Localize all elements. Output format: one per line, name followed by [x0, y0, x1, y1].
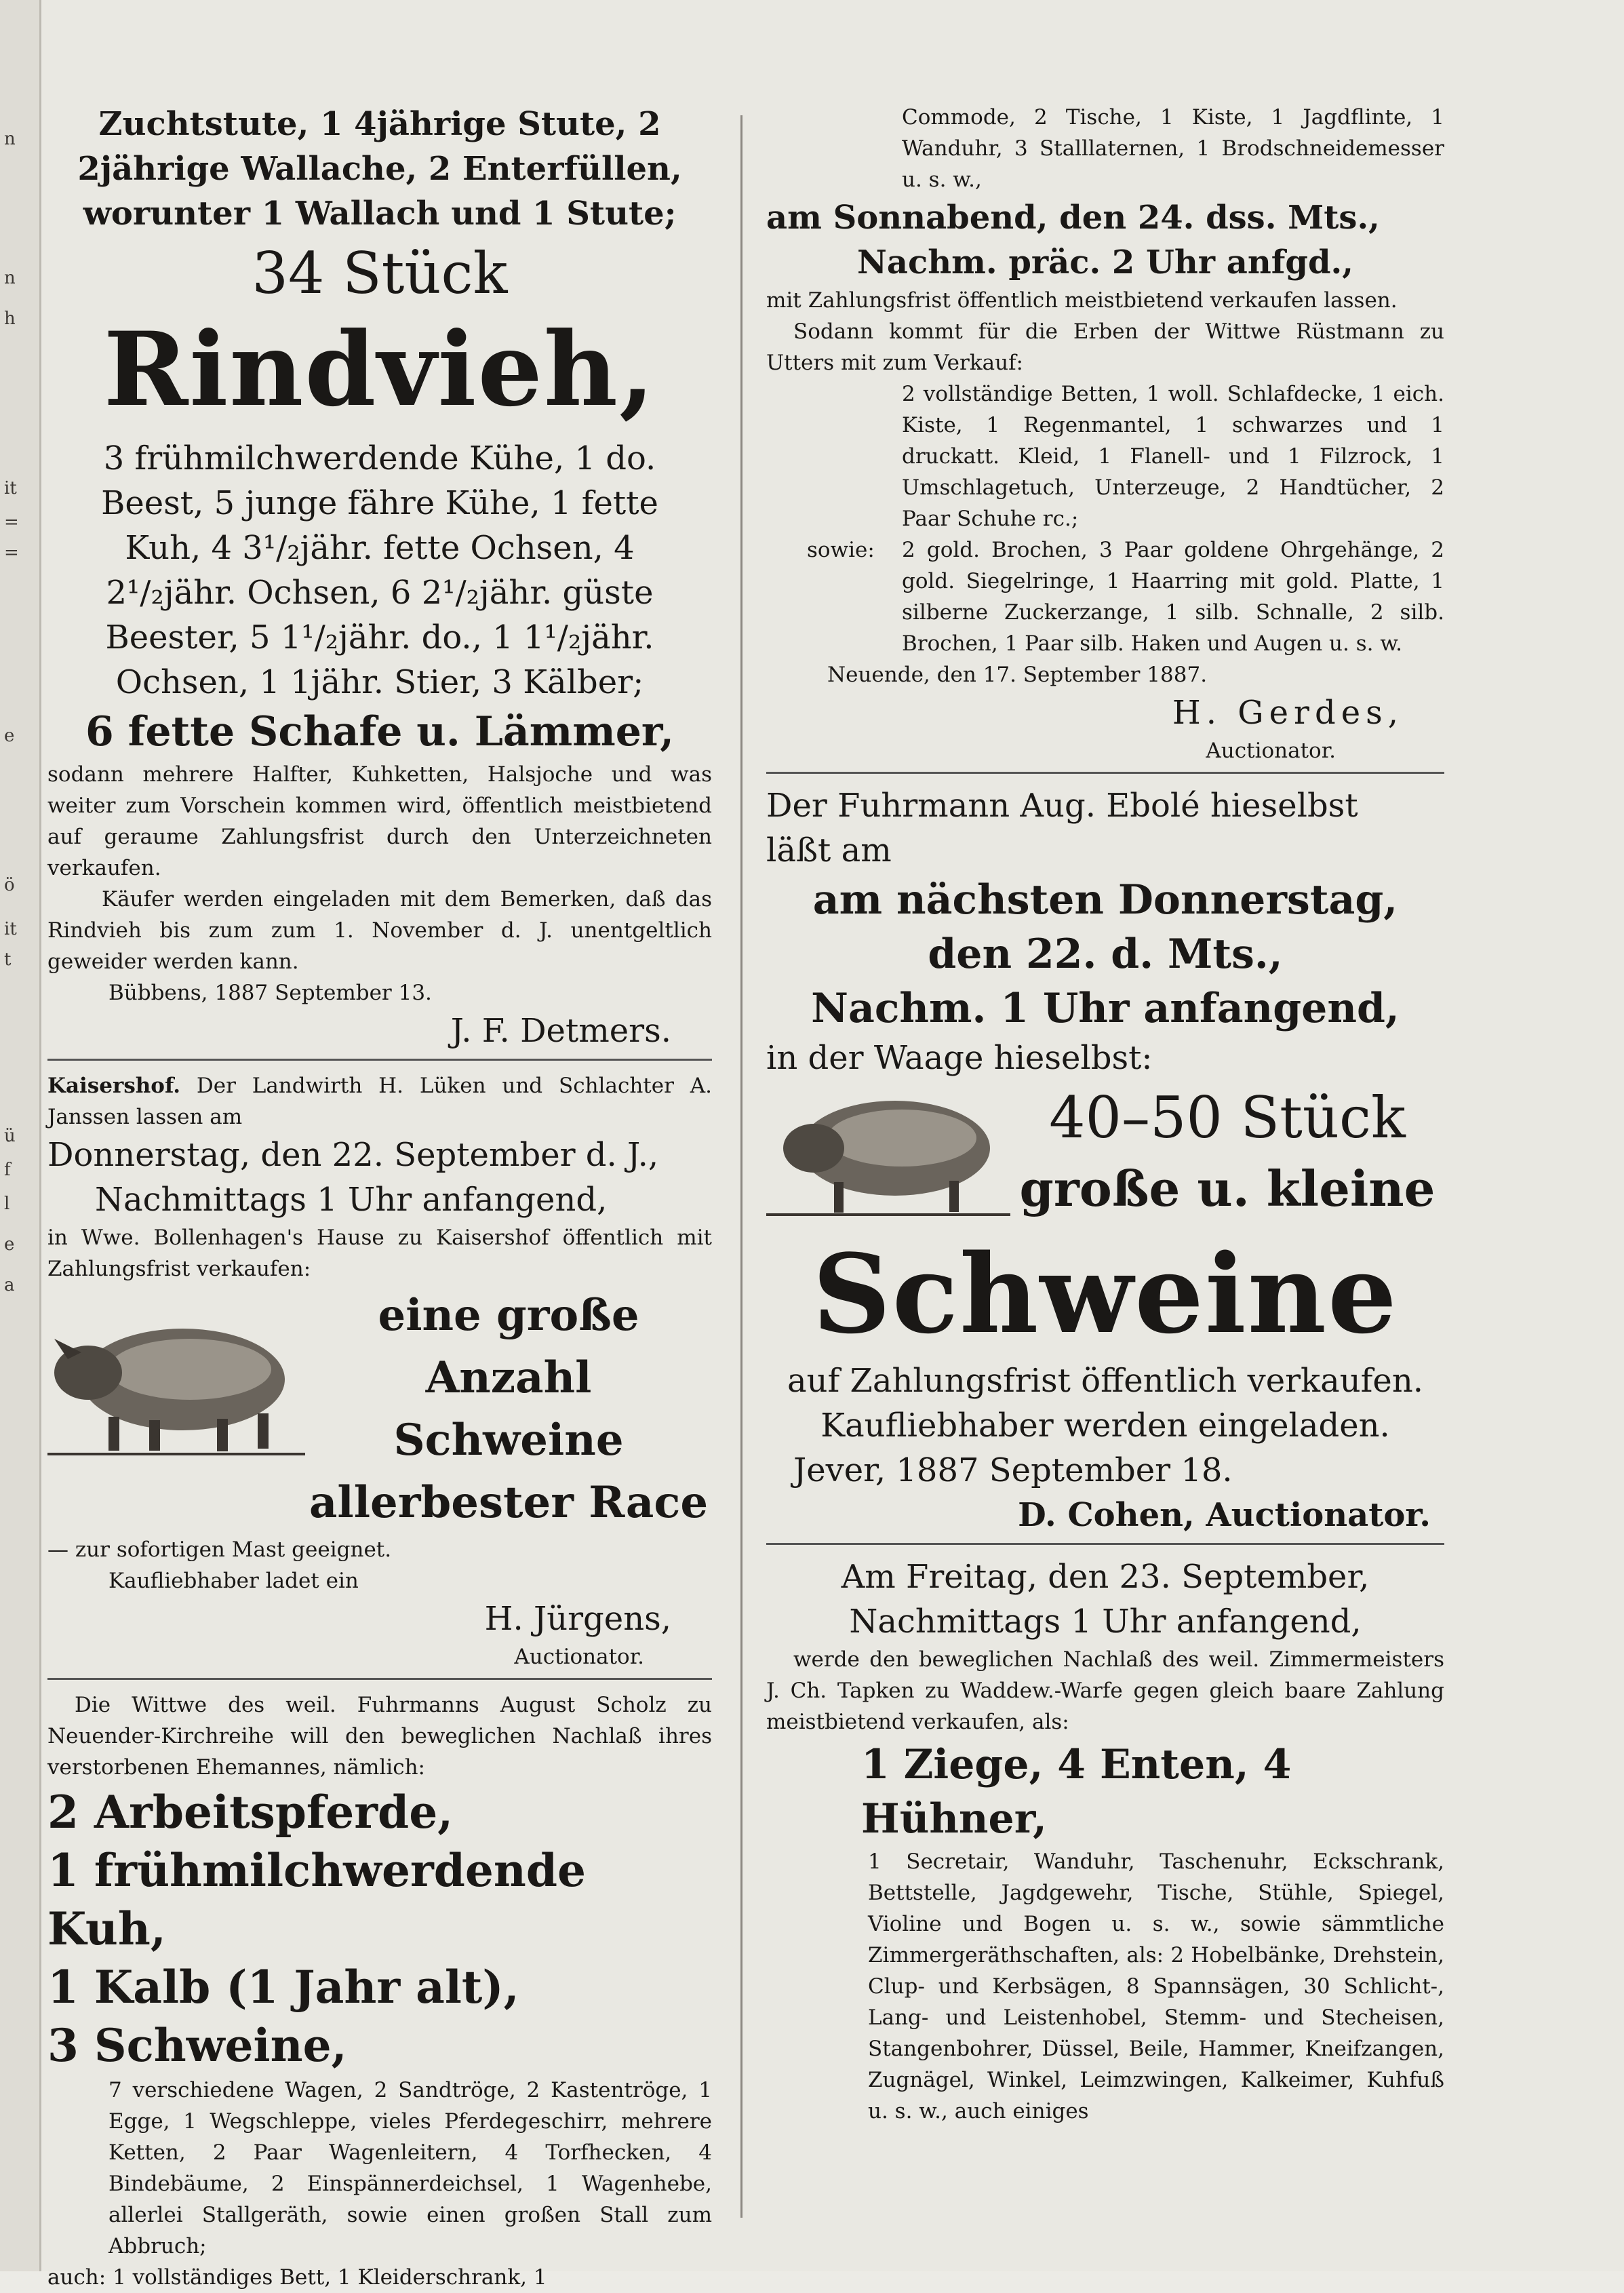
sheep-heading: 6 fette Schafe u. Lämmer, — [85, 708, 675, 756]
item-list: 2 gold. Brochen, 3 Paar goldene Ohrgehänge, 2 gold. Siegelringe, 1 Haarring mit gold. Platte, 1 silberne Zuckerzange, 1 silb. Schnalle, 2 silb. Brochen, 1 Paar silb. Haken und Augen u. s. w. — [902, 538, 1444, 656]
auction-text: Sodann kommt für die Erben der Wittwe Rüstmann zu Utters mit zum Verkauf: — [766, 319, 1444, 375]
edge-fragment: f — [4, 1160, 11, 1180]
item-line: 1 frühmilchwerdende Kuh, — [47, 1844, 587, 1955]
auction-text: Die Wittwe des weil. Fuhrmanns August Scholz zu Neuender-Kirchreihe will den beweglichen Nachlaß ihres verstorbenen Ehemannes, nämlich: — [47, 1693, 712, 1780]
pig-count-text — [1010, 1080, 1444, 1223]
item-line: 1 Kalb (1 Jahr alt), — [47, 1961, 519, 2014]
edge-fragment: ö — [4, 875, 15, 895]
date-line: Nachm. präc. 2 Uhr anfgd., — [857, 243, 1353, 281]
date-line: Nachmittags 1 Uhr anfangend, — [849, 1603, 1362, 1641]
signature: H. Jürgens, — [484, 1600, 671, 1638]
column-divider — [740, 115, 742, 2218]
place-heading: Kaisershof. — [47, 1074, 181, 1098]
auction-text — [47, 1070, 712, 1133]
auction-text: sodann mehrere Halfter, Kuhketten, Halsjoche und was weiter zum Vorschein kommen wird, öffentlich meistbietend auf geraume Zahlungsfrist durch den Unterzeichneten verkaufen. — [47, 762, 712, 880]
separator — [766, 1543, 1444, 1545]
date-line: am nächsten Donnerstag, — [812, 876, 1398, 924]
cattle-line: 3 frühmilchwerdende Kühe, 1 do. — [103, 439, 656, 477]
edge-fragment: l — [4, 1194, 10, 1214]
edge-fragment: n — [4, 268, 16, 288]
edge-fragment: e — [4, 1234, 15, 1255]
auctioneer-role: Auctionator. — [1206, 739, 1336, 763]
pig-heading: eine große — [378, 1290, 639, 1341]
pig-size: große u. kleine — [1019, 1160, 1435, 1217]
cattle-line: Beest, 5 junge fähre Kühe, 1 fette — [101, 484, 658, 522]
edge-fragment: it — [4, 478, 17, 498]
auction-note: — zur sofortigen Mast geeignet. — [47, 1537, 392, 1562]
cattle-heading: Rindvieh, — [103, 310, 656, 429]
pig-engraving — [47, 1298, 305, 1461]
item-list: 2 vollständige Betten, 1 woll. Schlafdecke, 1 eich. Kiste, 1 Regenmantel, 1 schwarzes und 1 druckatt. Kleid, 1 Flanell- und 1 Filzrock, 1 Umschlagetuch, Unterzeuge, 2 Handtücher, 2 Paar Schuhe rc.; — [902, 382, 1444, 531]
pig-ad-row — [766, 1080, 1444, 1230]
signature: D. Cohen, Auctionator. — [1018, 1496, 1431, 1534]
signature: H. Gerdes, — [1172, 694, 1404, 732]
signature: J. F. Detmers. — [450, 1012, 671, 1050]
place-date: Bübbens, 1887 September 13. — [108, 981, 432, 1005]
horse-line: Zuchtstute, 1 4jährige Stute, 2 — [98, 105, 661, 143]
separator — [766, 772, 1444, 774]
item-list: 1 Secretair, Wanduhr, Taschenuhr, Eckschrank, Bettstelle, Jagdgewehr, Tische, Stühle, Spiegel, Violine und Bogen u. s. w., sowie sämmtliche Zimmergeräthschaften, als: 2 Hobelbänke, Drehstein, Clup- und Kerbsägen, 8 Spannsägen, 30 Schlicht-, Lang- und Leistenhobel, Stemm- und Stecheisen, Stangenbohrer, Düssel, Beile, Hammer, Kneifzangen, Zugnägel, Winkel, Leimzwingen, Kalkeimer, Kuhfuß u. s. w., auch einiges — [868, 1849, 1444, 2123]
left-column — [47, 102, 712, 2293]
edge-fragment: e — [4, 726, 15, 746]
date-line: Nachm. 1 Uhr anfangend, — [811, 985, 1400, 1032]
date-line: Donnerstag, den 22. September d. J., — [47, 1136, 659, 1174]
pig-illustration — [766, 1080, 1010, 1230]
edge-fragment: it — [4, 919, 17, 939]
date-line: am Sonnabend, den 24. dss. Mts., — [766, 199, 1380, 237]
animal-list: 1 Ziege, 4 Enten, 4 Hühner, — [861, 1741, 1292, 1843]
invitation: Kaufliebhaber ladet ein — [108, 1569, 359, 1593]
right-column — [766, 102, 1444, 2127]
place-date: Neuende, den 17. September 1887. — [827, 663, 1208, 687]
edge-fragment: n — [4, 129, 16, 149]
venue: in der Waage hieselbst: — [766, 1039, 1153, 1077]
edge-fragment: ü — [4, 1126, 16, 1146]
auction-text: auch: 1 vollständiges Bett, 1 Kleiderschrank, 1 — [47, 2265, 547, 2290]
pig-heading: Anzahl Schweine — [393, 1352, 624, 1466]
edge-fragment: a — [4, 1275, 15, 1295]
auction-text: auf Zahlungsfrist öffentlich verkaufen. — [787, 1362, 1423, 1400]
auction-text: Käufer werden eingeladen mit dem Bemerken, daß das Rindvieh bis zum zum 1. November d. J. unentgeltlich geweider werden kann. — [47, 887, 712, 974]
sowie-label: sowie: — [807, 538, 875, 562]
cattle-line: Kuh, 4 3¹/₂jähr. fette Ochsen, 4 — [125, 529, 635, 567]
cattle-line: Ochsen, 1 1jähr. Stier, 3 Kälber; — [115, 663, 644, 701]
edge-fragment: h — [4, 309, 16, 329]
auction-intro: Der Fuhrmann Aug. Ebolé hieselbst — [766, 787, 1358, 825]
auction-text: Commode, 2 Tische, 1 Kiste, 1 Jagdflinte, 1 Wanduhr, 3 Stalllaternen, 1 Brodschneidemesser u. s. w., — [902, 105, 1444, 192]
date-line: Am Freitag, den 23. September, — [841, 1558, 1370, 1596]
auctioneer-role: Auctionator. — [514, 1645, 644, 1669]
horse-line: 2jährige Wallache, 2 Enterfüllen, — [77, 150, 682, 188]
pig-engraving — [766, 1080, 1010, 1223]
auction-text: werde den beweglichen Nachlaß des weil. Zimmermeisters J. Ch. Tapken zu Waddew.-Warfe gegen gleich baare Zahlung meistbietend verkaufen, als: — [766, 1647, 1444, 1734]
pig-illustration — [47, 1298, 305, 1474]
separator — [47, 1678, 712, 1680]
pig-count: 40–50 Stück — [1049, 1084, 1406, 1151]
adjacent-page-edge — [0, 0, 41, 2271]
auction-text: in Wwe. Bollenhagen's Hause zu Kaisershof öffentlich mit Zahlungsfrist verkaufen: — [47, 1226, 712, 1281]
jewellery-row — [766, 534, 1444, 659]
auction-text: 7 verschiedene Wagen, 2 Sandtröge, 2 Kastentröge, 1 Egge, 1 Wegschleppe, vieles Pferdegeschirr, mehrere Ketten, 2 Paar Wagenleitern, 4 Torfhecken, 4 Bindebäume, 2 Einspännerdeichsel, 1 Wagenhebe, allerlei Stallgeräth, sowie einen großen Stall zum Abbruch; — [108, 2078, 712, 2258]
pig-ad-row — [47, 1285, 712, 1534]
item-line: 2 Arbeitspferde, — [47, 1786, 454, 1839]
edge-fragment: = — [4, 512, 19, 532]
cattle-line: Beester, 5 1¹/₂jähr. do., 1 1¹/₂jähr. — [105, 619, 654, 656]
auction-text-part: Der Landwirth H. Lüken und Schlachter A. Janssen lassen am — [47, 1074, 712, 1129]
edge-fragment: t — [4, 949, 12, 970]
pig-heading: allerbester Race — [309, 1477, 709, 1528]
item-line: 3 Schweine, — [47, 2019, 347, 2072]
auction-intro: läßt am — [766, 831, 892, 869]
auction-text: mit Zahlungsfrist öffentlich meistbietend verkaufen lassen. — [766, 288, 1398, 313]
cattle-line: 2¹/₂jähr. Ochsen, 6 2¹/₂jähr. güste — [106, 574, 654, 612]
place-date: Jever, 1887 September 18. — [793, 1451, 1233, 1489]
auction-text: Kaufliebhaber werden eingeladen. — [820, 1407, 1390, 1445]
edge-fragment: = — [4, 543, 19, 563]
separator — [47, 1059, 712, 1061]
horse-line: worunter 1 Wallach und 1 Stute; — [83, 195, 677, 233]
pig-ad-text — [305, 1285, 712, 1534]
date-line: Nachmittags 1 Uhr anfangend, — [95, 1181, 608, 1219]
date-line: den 22. d. Mts., — [928, 930, 1283, 978]
cattle-count: 34 Stück — [252, 240, 508, 307]
pig-heading: Schweine — [812, 1230, 1398, 1358]
